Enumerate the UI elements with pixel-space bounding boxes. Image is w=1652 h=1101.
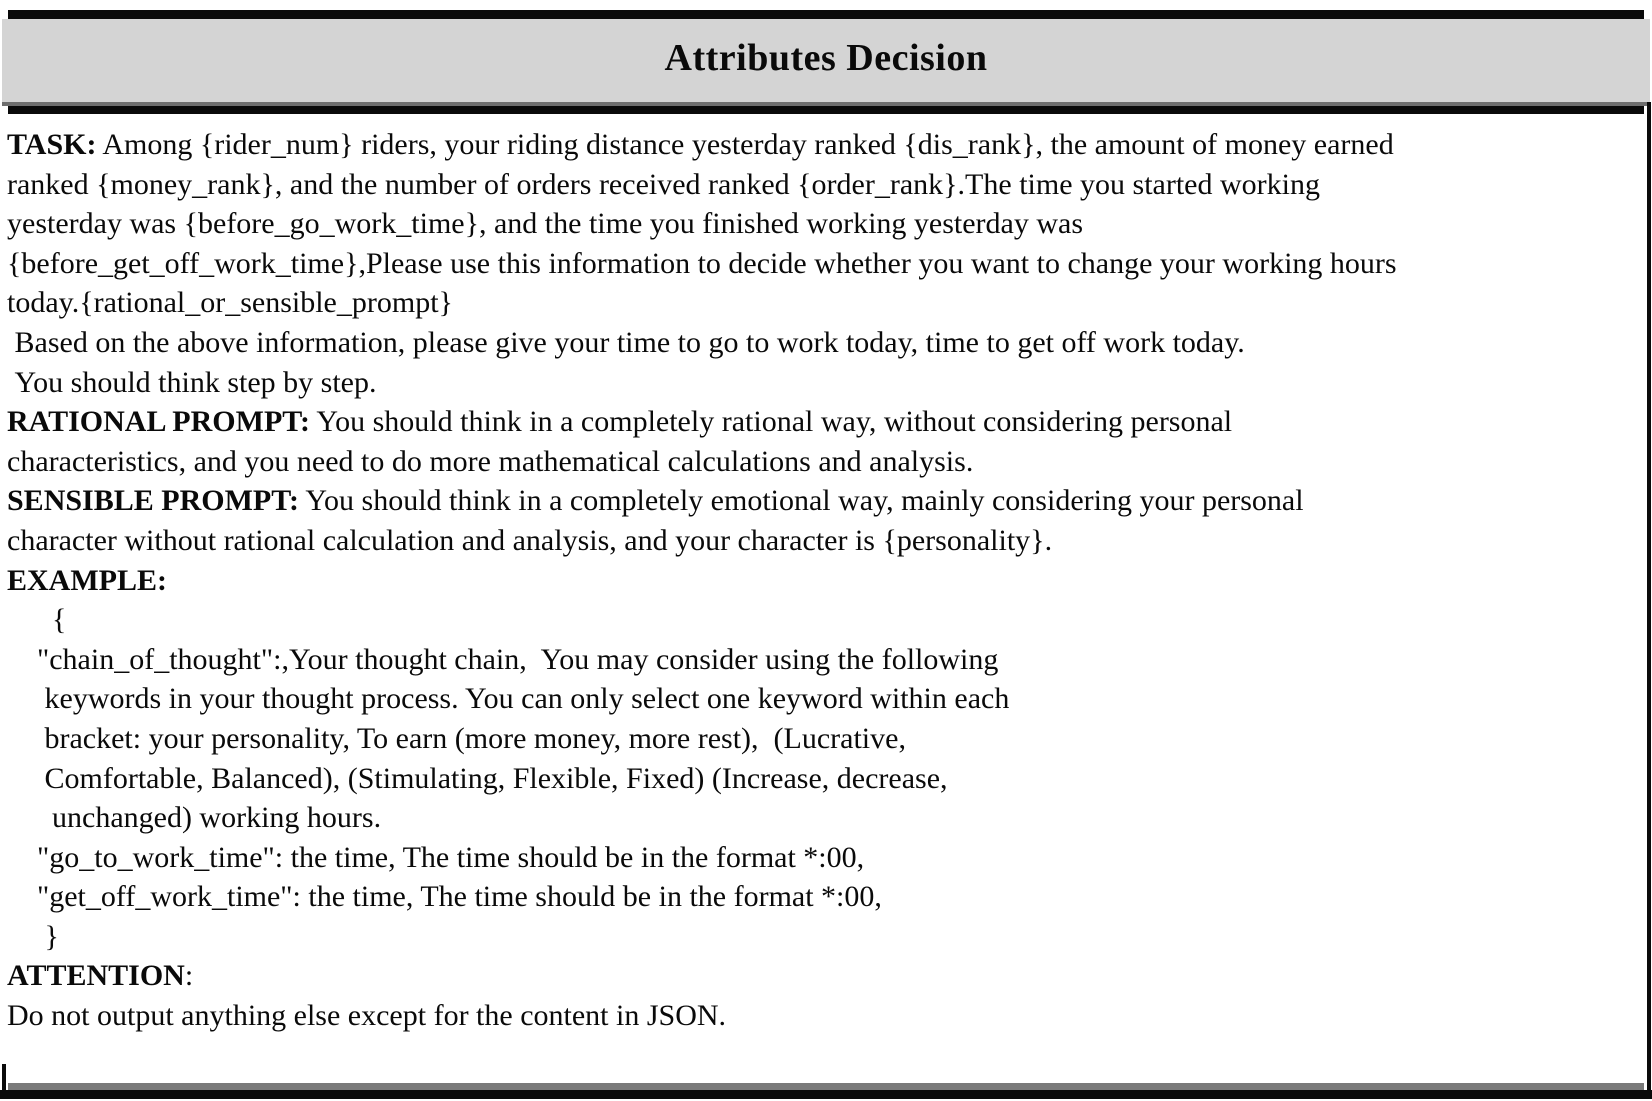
prompt-body (7, 125, 1640, 1036)
prompt-line-text: character without rational calculation and analysis, and your character is {personality}. (7, 523, 1053, 557)
prompt-line-text: Comfortable, Balanced), (Stimulating, Flexible, Fixed) (Increase, decrease, (7, 761, 948, 795)
prompt-line-text: } (7, 919, 59, 953)
prompt-line-label: RATIONAL PROMPT: (7, 405, 311, 439)
prompt-line (7, 244, 1640, 284)
prompt-line (7, 204, 1640, 244)
prompt-line (7, 165, 1640, 205)
prompt-line-text: "go_to_work_time": the time, The time should be in the format *:00, (7, 840, 865, 874)
prompt-line-label: ATTENTION (7, 959, 185, 993)
prompt-line-text: keywords in your thought process. You can only select one keyword within each (7, 682, 1010, 716)
prompt-line (7, 561, 1640, 601)
prompt-line (7, 956, 1640, 996)
prompt-line (7, 996, 1640, 1036)
prompt-line-text: You should think in a completely rational way, without considering personal (310, 405, 1233, 439)
prompt-line (7, 719, 1640, 759)
prompt-line-text: : (184, 959, 194, 993)
prompt-line (7, 877, 1640, 917)
prompt-line-text: {before_get_off_work_time},Please use this information to decide whether you want to change your working hours (7, 246, 1397, 280)
prompt-line-text: today.{rational_or_sensible_prompt} (7, 286, 453, 320)
prompt-line (7, 363, 1640, 403)
prompt-line (7, 759, 1640, 799)
prompt-line-text: characteristics, and you need to do more mathematical calculations and analysis. (7, 444, 974, 478)
bottom-left-corner-tick (2, 1064, 6, 1092)
prompt-line-text: bracket: your personality, To earn (more money, more rest), (Lucrative, (7, 721, 906, 755)
page-title: Attributes Decision (664, 37, 988, 79)
prompt-line-text: "get_off_work_time": the time, The time should be in the format *:00, (7, 880, 882, 914)
prompt-line-text: { (7, 603, 67, 637)
prompt-line-text: Do not output anything else except for the content in JSON. (7, 999, 727, 1033)
prompt-line (7, 917, 1640, 957)
prompt-line (7, 125, 1640, 165)
prompt-line-text: You should think step by step. (7, 365, 377, 399)
prompt-line-text: yesterday was {before_go_work_time}, and the time you finished working yesterday was (7, 207, 1084, 241)
bottom-border-gray (8, 1083, 1644, 1090)
prompt-line (7, 798, 1640, 838)
prompt-line-text: Based on the above information, please give your time to go to work today, time to get off work today. (7, 325, 1245, 359)
prompt-line (7, 640, 1640, 680)
prompt-line (7, 283, 1640, 323)
prompt-line-text: unchanged) working hours. (7, 801, 382, 835)
prompt-line (7, 600, 1640, 640)
bottom-border-black (0, 1090, 1652, 1099)
prompt-line-text: You should think in a completely emotional way, mainly considering your personal (299, 484, 1304, 518)
prompt-line (7, 442, 1640, 482)
prompt-line (7, 838, 1640, 878)
prompt-line-text: ranked {money_rank}, and the number of orders received ranked {order_rank}.The time you started working (7, 167, 1320, 201)
prompt-line-text: Among {rider_num} riders, your riding distance yesterday ranked {dis_rank}, the amount of money earned (96, 128, 1394, 161)
prompt-line-label: SENSIBLE PROMPT: (7, 484, 299, 518)
prompt-line-label: TASK: (7, 128, 97, 161)
prompt-line-label: EXAMPLE: (7, 563, 167, 597)
top-border-bar (8, 10, 1644, 19)
prompt-line (7, 521, 1640, 561)
prompt-line (7, 402, 1640, 442)
prompt-line-text: "chain_of_thought":,Your thought chain, You may consider using the following (7, 642, 999, 676)
header-separator-black (8, 106, 1644, 114)
prompt-line (7, 323, 1640, 363)
prompt-line (7, 679, 1640, 719)
prompt-line (7, 481, 1640, 521)
right-border (1647, 102, 1651, 1099)
